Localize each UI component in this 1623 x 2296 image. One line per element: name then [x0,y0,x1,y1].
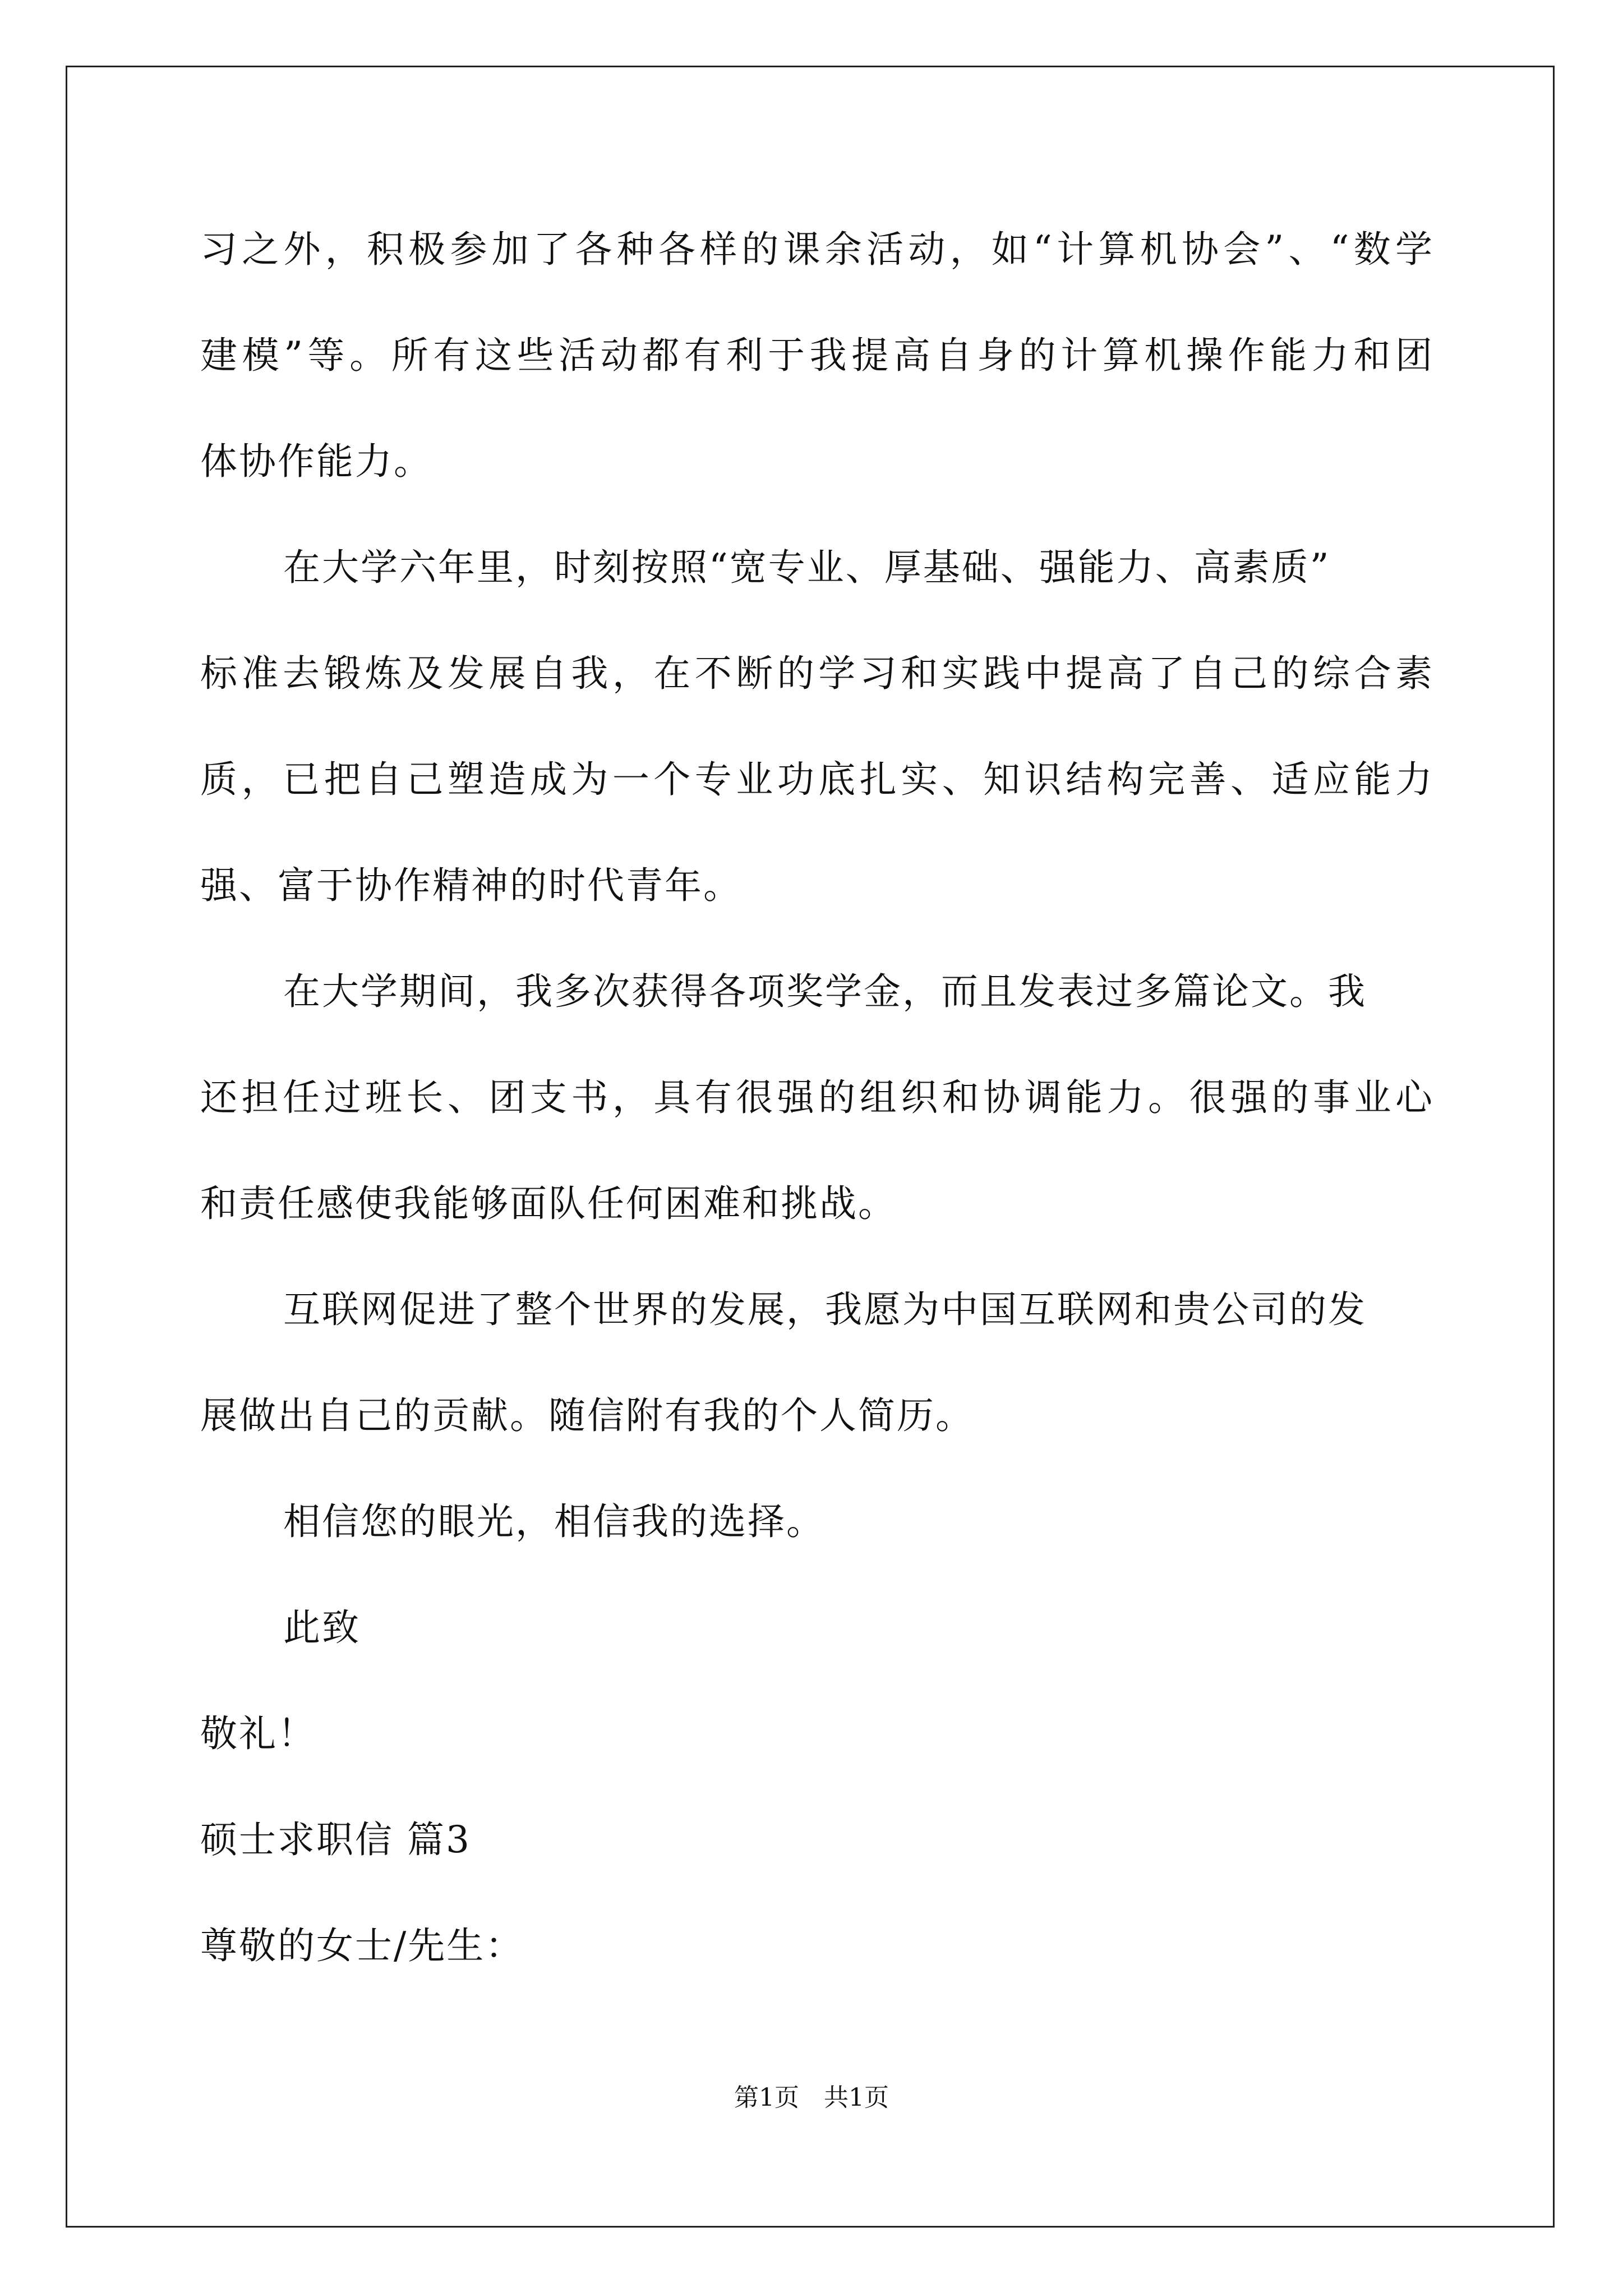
body-line: 在大学期间，我多次获得各项奖学金，而且发表过多篇论文。我 [283,970,1367,1013]
page-footer: 第1页 共1页 [734,2083,889,2112]
body-line: 质，已把自己塑造成为一个专业功底扎实、知识结构完善、适应能力 [200,758,1434,801]
body-line: 相信您的眼光，相信我的选择。 [283,1500,825,1543]
body-line: 在大学六年里，时刻按照“宽专业、厚基础、强能力、高素质” [283,546,1331,589]
body-line: 习之外，积极参加了各种各样的课余活动，如“计算机协会”、“数学 [200,228,1434,271]
body-line: 标准去锻炼及发展自我，在不断的学习和实践中提高了自己的综合素 [200,652,1434,695]
body-line: 和责任感使我能够面队任何困难和挑战。 [200,1182,897,1225]
body-line: 互联网促进了整个世界的发展，我愿为中国互联网和贵公司的发 [283,1288,1367,1331]
body-line: 建模”等。所有这些活动都有利于我提高自身的计算机操作能力和团 [200,334,1434,377]
body-line: 强、富于协作精神的时代青年。 [200,864,742,907]
salutation-line: 敬礼！ [200,1712,316,1755]
body-line: 还担任过班长、团支书，具有很强的组织和协调能力。很强的事业心 [200,1076,1434,1119]
letter-body [200,213,1434,2016]
greeting-line: 尊敬的女士/先生： [200,1924,524,1967]
closing-line: 此致 [283,1606,361,1649]
body-line: 体协作能力。 [200,440,432,483]
body-line: 展做出自己的贡献。随信附有我的个人简历。 [200,1394,974,1437]
section-heading: 硕士求职信 篇3 [200,1818,471,1861]
